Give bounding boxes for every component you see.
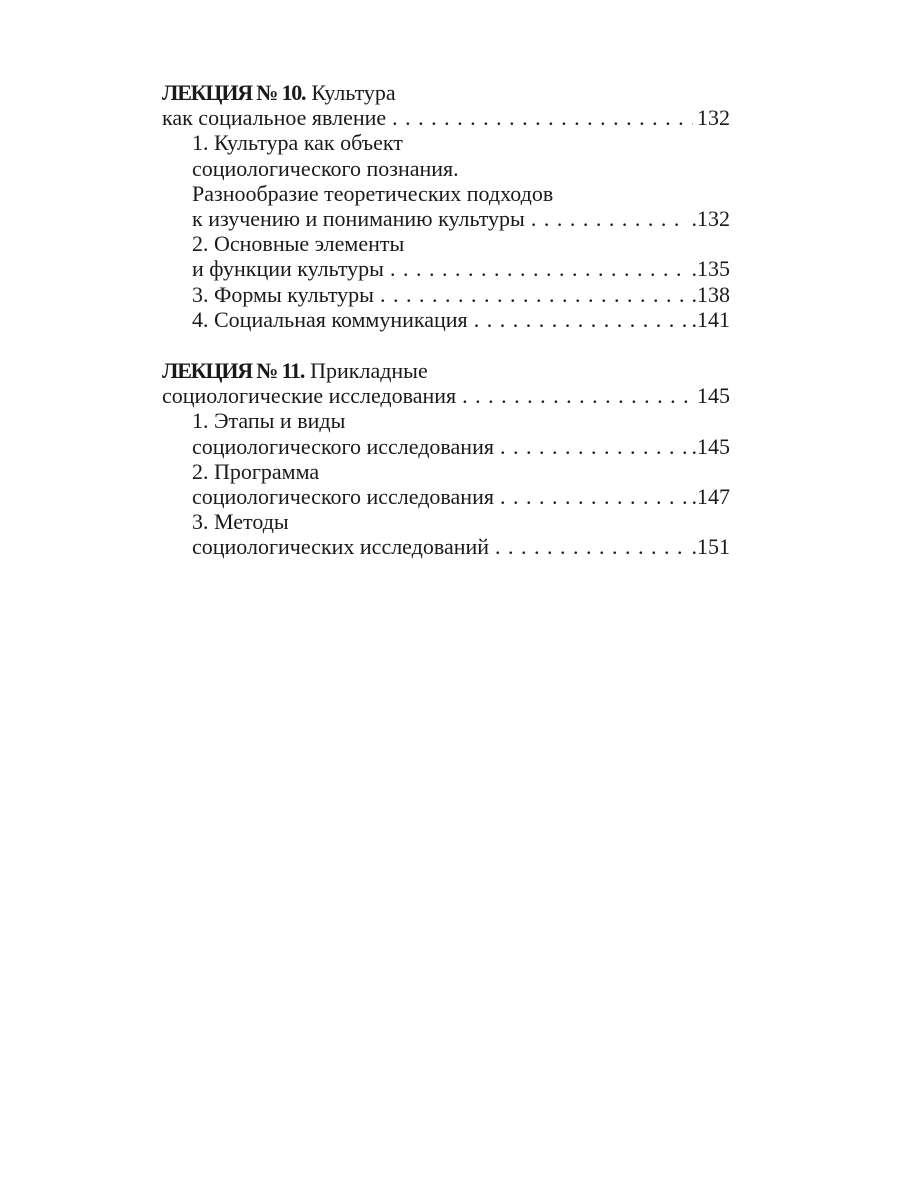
table-of-contents bbox=[162, 80, 730, 586]
section-title: социологического исследования bbox=[192, 433, 494, 459]
section-entry bbox=[162, 484, 730, 509]
section-line: Разнообразие теоретических подходов bbox=[192, 180, 554, 206]
section-entry bbox=[162, 307, 730, 332]
page-number: .151 bbox=[691, 534, 730, 560]
lecture-title-part1: Культура bbox=[311, 80, 396, 105]
section-title: социологического исследования bbox=[192, 484, 494, 510]
lecture-10 bbox=[162, 80, 730, 332]
dot-leader bbox=[392, 105, 693, 130]
section-title: и функции культуры bbox=[192, 256, 384, 282]
page-number: .138 bbox=[691, 281, 730, 307]
lecture-number: ЛЕКЦИЯ № 10. bbox=[162, 80, 306, 105]
section-line: 1. Культура как объект bbox=[192, 130, 403, 156]
lecture-11 bbox=[162, 358, 730, 560]
page-number: .135 bbox=[691, 256, 730, 282]
dot-leader bbox=[500, 484, 688, 509]
section-entry bbox=[162, 434, 730, 459]
page-number: .145 bbox=[691, 433, 730, 459]
lecture-heading bbox=[162, 358, 730, 383]
section-line: социологического познания. bbox=[192, 155, 459, 181]
section-title: 4. Социальная коммуникация bbox=[192, 306, 468, 332]
section-line: 2. Основные элементы bbox=[192, 231, 405, 257]
dot-leader bbox=[531, 206, 688, 231]
section-line: 2. Программа bbox=[192, 458, 320, 484]
section-entry bbox=[162, 534, 730, 559]
dot-leader bbox=[474, 307, 688, 332]
page-number: 145 bbox=[697, 383, 730, 409]
dot-leader bbox=[500, 434, 688, 459]
section-entry bbox=[162, 206, 730, 231]
lecture-title-entry bbox=[162, 105, 730, 130]
dot-leader bbox=[462, 383, 693, 408]
lecture-title-part1: Прикладные bbox=[310, 358, 428, 384]
lecture-title-part2: социологические исследования bbox=[162, 383, 457, 409]
lecture-title-part2: как социальное явление bbox=[162, 105, 387, 131]
dot-leader bbox=[495, 534, 687, 559]
page-number: .147 bbox=[691, 484, 730, 510]
page-number: 132 bbox=[697, 105, 730, 131]
section-line: 3. Методы bbox=[192, 509, 289, 535]
dot-leader bbox=[380, 282, 688, 307]
section-title: социологических исследований bbox=[192, 534, 490, 560]
page-number: .141 bbox=[691, 306, 730, 332]
lecture-title-entry bbox=[162, 383, 730, 408]
page-number: .132 bbox=[691, 206, 730, 232]
section-title: 3. Формы культуры bbox=[192, 281, 374, 307]
section-line: 1. Этапы и виды bbox=[192, 408, 346, 434]
section-entry bbox=[162, 282, 730, 307]
lecture-heading bbox=[162, 80, 730, 105]
section-entry bbox=[162, 256, 730, 281]
lecture-number: ЛЕКЦИЯ № 11. bbox=[162, 358, 305, 384]
dot-leader bbox=[390, 256, 688, 281]
section-title: к изучению и пониманию культуры bbox=[192, 206, 525, 232]
